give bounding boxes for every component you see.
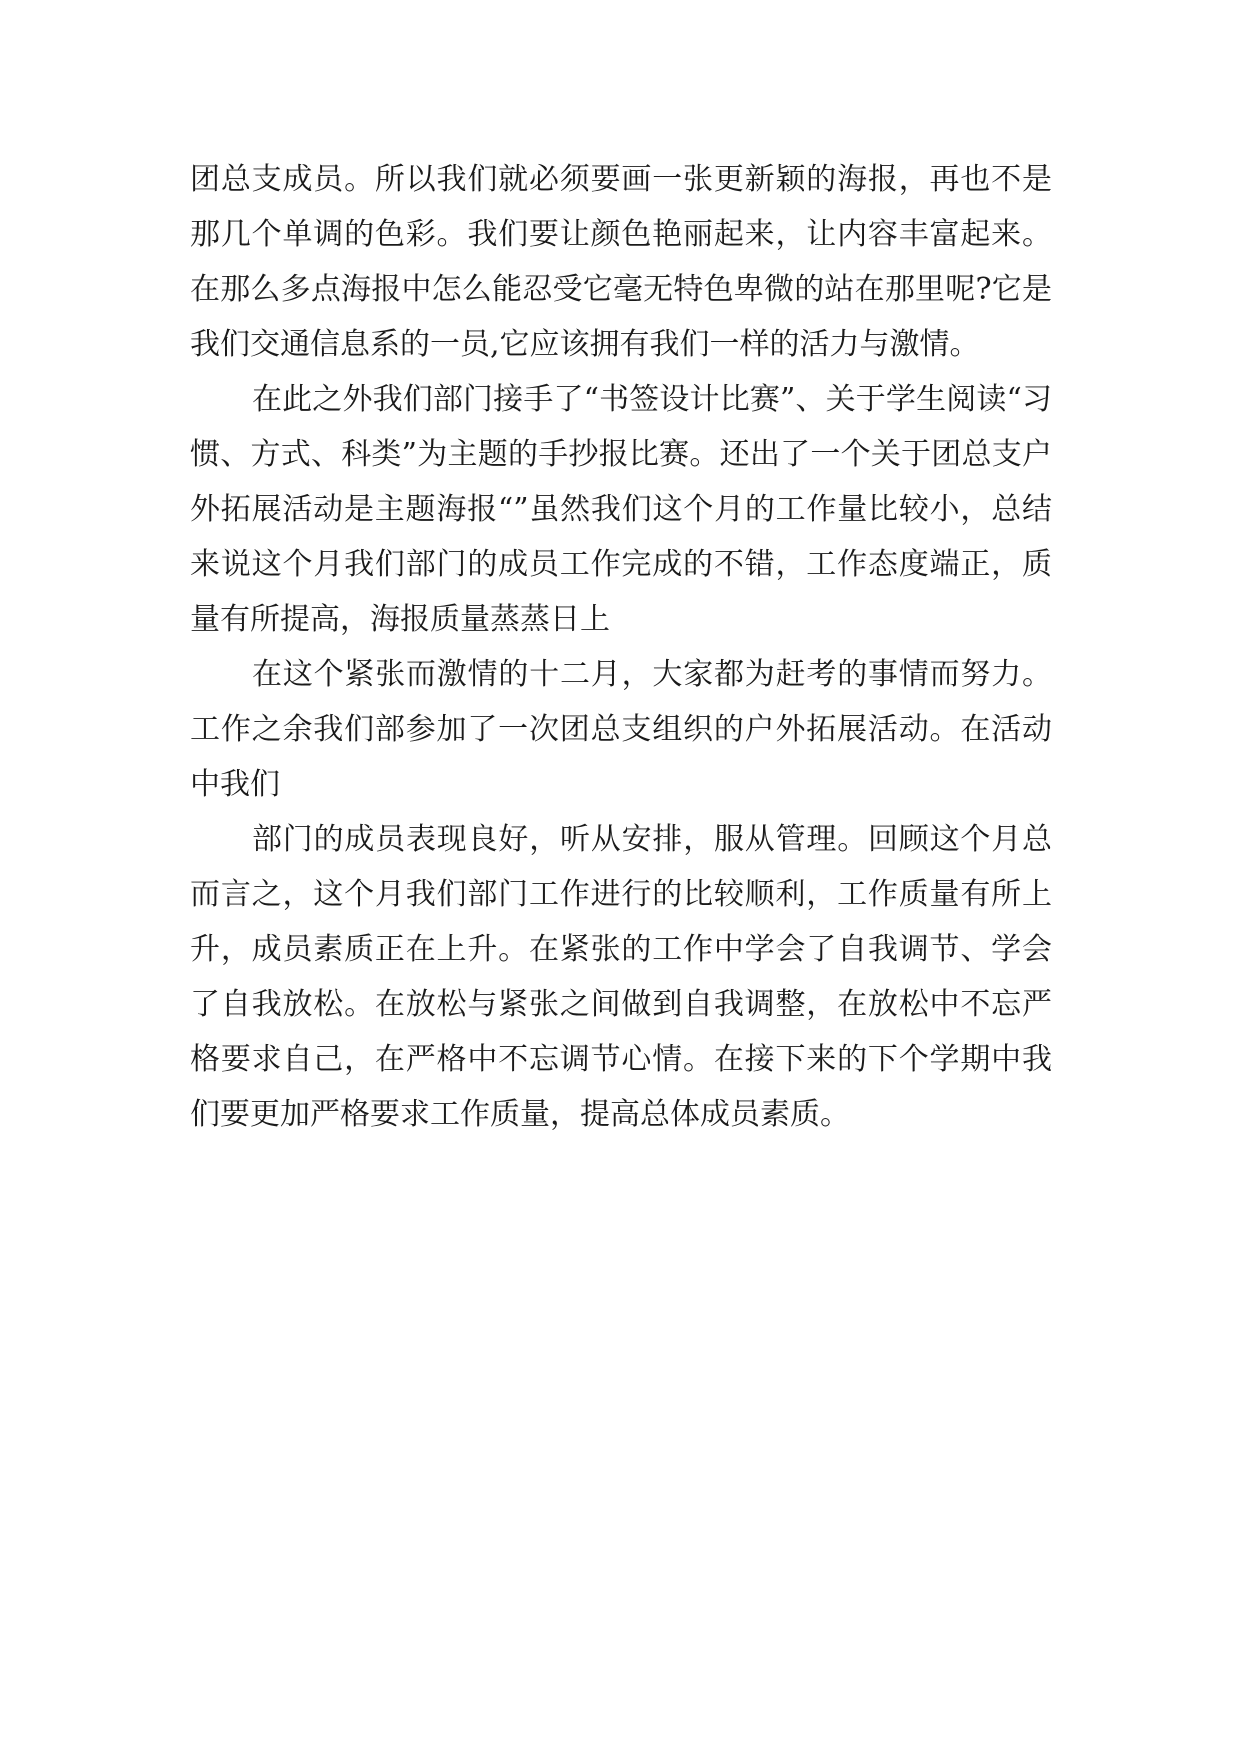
paragraph-1: 团总支成员。所以我们就必须要画一张更新颖的海报，再也不是那几个单调的色彩。我们要让颜色艳丽起来，让内容丰富起来。在那么多点海报中怎么能忍受它毫无特色卑微的站在那里呢?它是我们交通信息系的一员,它应该拥有我们一样的活力与激情。 <box>190 162 1052 362</box>
document-body <box>190 152 1052 1142</box>
paragraph-2: 在此之外我们部门接手了“书签设计比赛”、关于学生阅读“习惯、方式、科类”为主题的手抄报比赛。还出了一个关于团总支户外拓展活动是主题海报“”虽然我们这个月的工作量比较小，总结来说这个月我们部门的成员工作完成的不错，工作态度端正，质量有所提高，海报质量蒸蒸日上 <box>190 382 1052 637</box>
paragraph-3: 在这个紧张而激情的十二月，大家都为赶考的事情而努力。工作之余我们部参加了一次团总支组织的户外拓展活动。在活动中我们 <box>190 657 1052 802</box>
paragraph-4: 部门的成员表现良好，听从安排，服从管理。回顾这个月总而言之，这个月我们部门工作进行的比较顺利，工作质量有所上升，成员素质正在上升。在紧张的工作中学会了自我调节、学会了自我放松。在放松与紧张之间做到自我调整，在放松中不忘严格要求自己，在严格中不忘调节心情。在接下来的下个学期中我们要更加严格要求工作质量，提高总体成员素质。 <box>190 822 1052 1132</box>
